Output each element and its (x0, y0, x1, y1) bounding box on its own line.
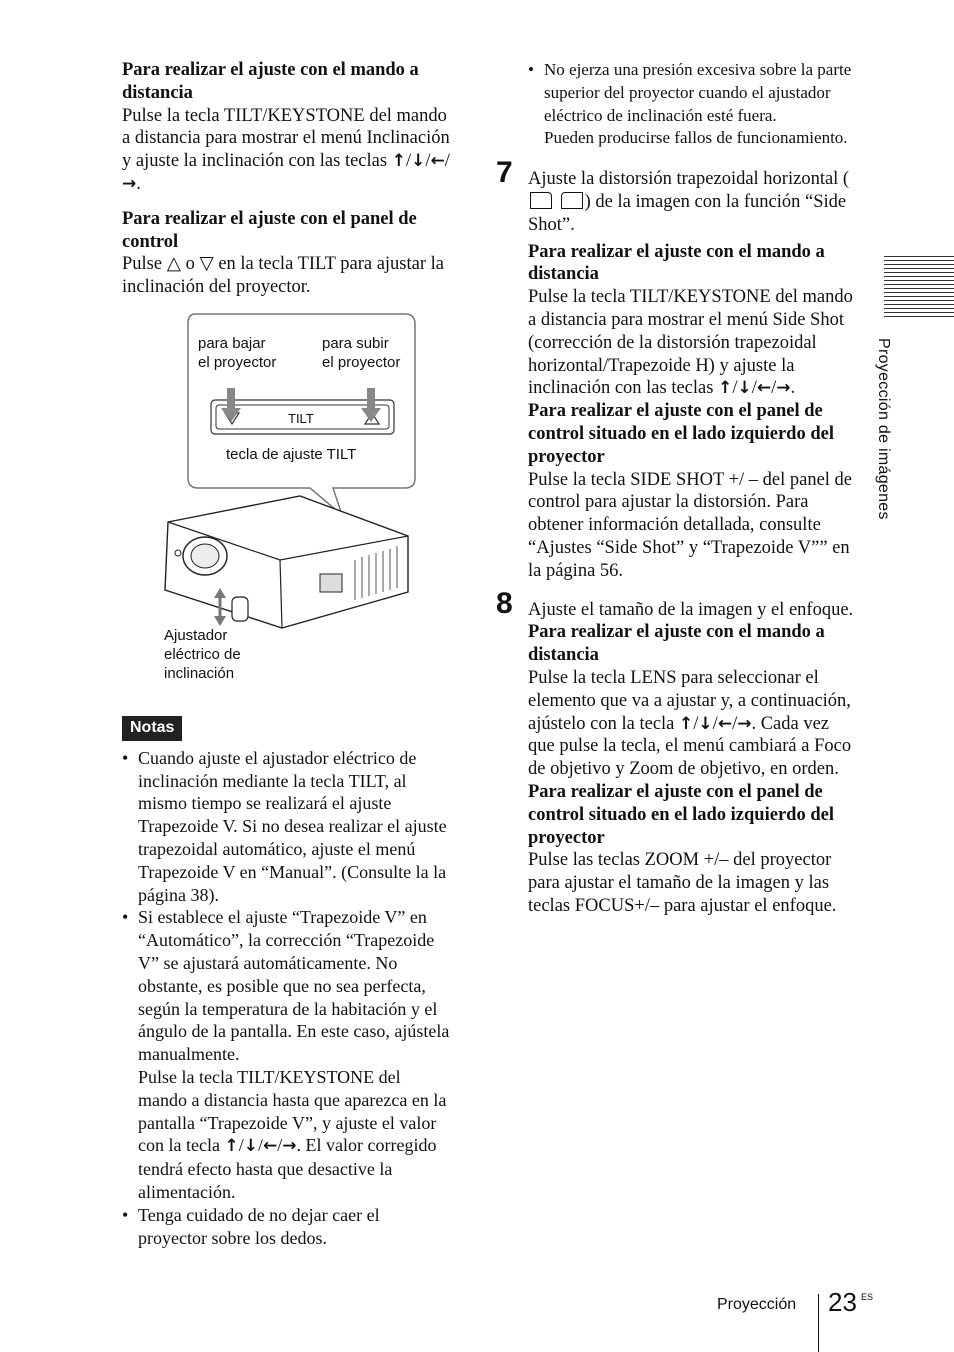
right-column (496, 59, 858, 918)
step-7 (496, 156, 858, 582)
paragraph: Pulse △ o ▽ en la tecla TILT para ajustar la inclinación del proyector. (122, 254, 444, 298)
tilt-button-text: TILT (288, 411, 314, 426)
arrow-down-icon: ↓ (243, 1136, 258, 1157)
arrow-down-icon: ↓ (698, 713, 713, 734)
list-item: • Tenga cuidado de no dejar caer el proyector sobre los dedos. (122, 1204, 452, 1250)
footer-divider (818, 1294, 819, 1352)
tilt-panel-section (122, 208, 452, 299)
notes-list (122, 747, 452, 1250)
raise-projector-label: para subir el proyector (322, 335, 401, 371)
arrow-left-icon: ← (717, 713, 733, 734)
step-number: 8 (496, 586, 513, 620)
arrow-left-icon: ← (262, 1136, 278, 1157)
arrow-down-icon: ↓ (737, 378, 752, 399)
tilt-figure (150, 310, 450, 700)
arrow-down-icon: ↓ (411, 151, 426, 172)
section-tab-label: Proyección de imágenes (875, 338, 892, 520)
arrow-up-icon: ↑ (679, 713, 694, 734)
step-8 (496, 586, 858, 918)
list-item: • Si establece el ajuste “Trapezoide V” en “Automático”, la corrección “Trapezoide V” se ajustará automáticamente. No obstante, es posible que no sea perfecta, según la temperatura de la habitación y el ángulo de la pantalla. En este caso, ajústela manualmente. Pulse la tecla TILT/KEYSTONE del mando a distancia hasta que aparezca en la pantalla “Trapezoide V”, y ajuste el valor con la tecla ↑/↓/←/→. El valor corregido tendrá efecto hasta que desactive la alimentación. (122, 906, 452, 1203)
section-heading: Para realizar el ajuste con el panel de control situado en el lado izquierdo del proyector (528, 781, 834, 848)
page-number: 23 (828, 1287, 857, 1317)
arrow-up-icon: ↑ (224, 1136, 239, 1157)
step-instruction: Ajuste la distorsión trapezoidal horizontal ( ) de la imagen con la función “Side Shot”. (528, 169, 850, 235)
lower-projector-label: para bajar el proyector (198, 335, 277, 371)
language-code: ES (861, 1292, 874, 1302)
tilt-remote-section (122, 59, 452, 196)
tilt-key-caption: tecla de ajuste TILT (226, 446, 357, 463)
arrow-right-icon: → (282, 1136, 297, 1157)
arrow-left-icon: ← (756, 378, 772, 399)
triangle-up-icon: △ (166, 254, 181, 275)
notes-badge: Notas (122, 716, 182, 741)
caution-list (528, 59, 858, 150)
triangle-down-icon: ▽ (199, 254, 214, 275)
section-tab-stripes (884, 256, 954, 320)
keystone-right-icon (561, 192, 583, 209)
list-item: • Cuando ajuste el ajustador eléctrico de inclinación mediante la tecla TILT, al mismo tiempo se realizará el ajuste Trapezoide V. Si no desea realizar el ajuste trapezoidal automático, ajuste el menú Trapezoide V en “Manual”. (Consulte la la página 38). (122, 747, 452, 907)
arrow-up-icon: ↑ (718, 378, 733, 399)
tilt-adjuster-label: Ajustador eléctrico de inclinación (164, 627, 241, 682)
section-heading: Para realizar el ajuste con el mando a distancia (528, 241, 825, 285)
step-instruction: Ajuste el tamaño de la imagen y el enfoque. (528, 599, 854, 620)
arrow-right-icon: → (122, 173, 137, 194)
paragraph: Pulse la tecla TILT/KEYSTONE del mando a distancia para mostrar el menú Side Shot (corrección de la distorsión trapezoidal horizontal/Trapezoide H) y ajuste la inclinación con las teclas ↑/↓/←/→. (528, 287, 853, 399)
section-heading: Para realizar el ajuste con el mando a distancia (122, 60, 419, 103)
arrow-right-icon: → (737, 713, 752, 734)
list-item: • No ejerza una presión excesiva sobre la parte superior del proyector cuando el ajustador eléctrico de inclinación esté fuera. Pueden producirse fallos de funcionamiento. (528, 59, 858, 150)
paragraph: Pulse la tecla TILT/KEYSTONE del mando a distancia para mostrar el menú Inclinación y ajuste la inclinación con las teclas ↑/↓/←/→. (122, 105, 450, 194)
paragraph: Pulse la tecla SIDE SHOT +/ – del panel de control para ajustar la distorsión. Para obtener información detallada, consulte “Ajustes “Side Shot” y “Trapezoide V”” en la página 56. (528, 469, 853, 581)
keystone-left-icon (530, 192, 552, 209)
step-number: 7 (496, 156, 513, 190)
paragraph: Pulse las teclas ZOOM +/– del proyector para ajustar el tamaño de la imagen y las teclas FOCUS+/– para ajustar el enfoque. (528, 850, 837, 916)
section-heading: Para realizar el ajuste con el mando a distancia (528, 622, 825, 666)
left-column (122, 59, 452, 311)
footer-section-name: Proyección (717, 1296, 797, 1313)
arrow-up-icon: ↑ (391, 151, 406, 172)
section-heading: Para realizar el ajuste con el panel de control situado en el lado izquierdo del proyector (528, 401, 834, 467)
notes-section (122, 716, 452, 1249)
section-heading: Para realizar el ajuste con el panel de control (122, 208, 417, 252)
arrow-right-icon: → (776, 378, 791, 399)
paragraph: Pulse la tecla LENS para seleccionar el elemento que va a ajustar y, a continuación, ajústelo con la tecla ↑/↓/←/→. Cada vez que pulse la tecla, el menú cambiará a Foco de objetivo y Zoom de objetivo, en orden. (528, 667, 852, 780)
arrow-left-icon: ← (430, 151, 445, 172)
